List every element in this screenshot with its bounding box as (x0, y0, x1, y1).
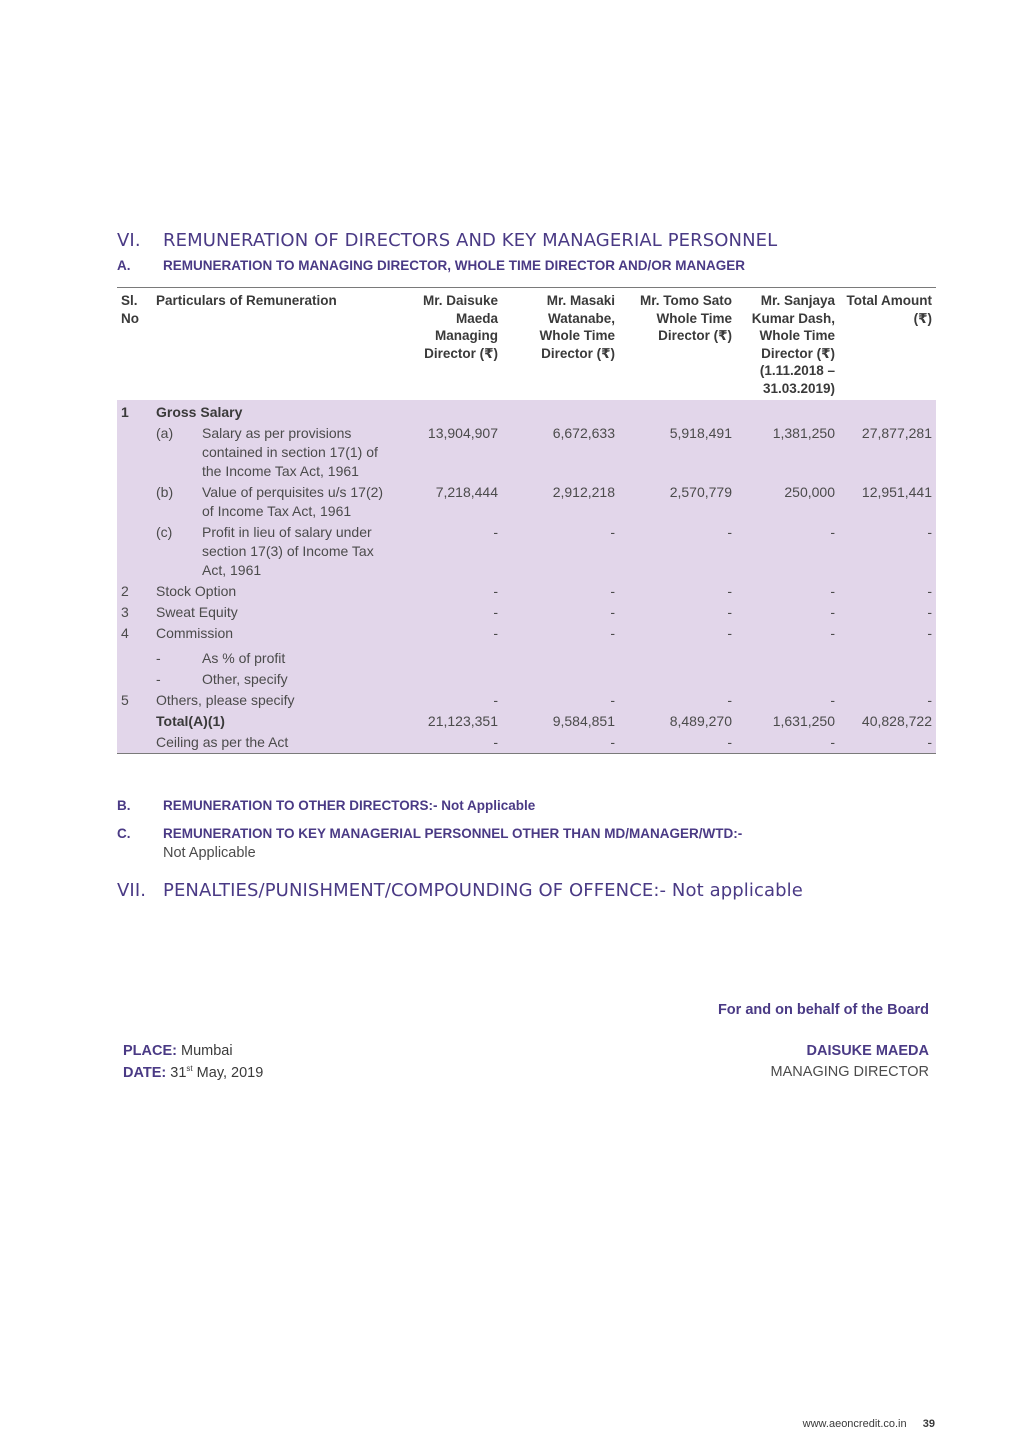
page-footer (803, 1418, 935, 1430)
remuneration-table (117, 287, 936, 754)
col-masaki-watanabe: Mr. Masaki Watanabe, Whole Time Director (₹) (502, 288, 619, 401)
col-tomo-sato: Mr. Tomo Sato Whole Time Director (₹) (619, 288, 736, 401)
section-c-note: Not Applicable (163, 845, 256, 861)
table-row: 5 Others, please specify - - - - - (117, 690, 936, 711)
table-row: 2 Stock Option - - - - - (117, 581, 936, 602)
table-row: (b) Value of perquisites u/s 17(2) of Income Tax Act, 1961 7,218,444 2,912,218 2,570,779 250,000 12,951,441 (117, 482, 936, 522)
place-line: PLACE: Mumbai (123, 1043, 233, 1059)
col-total-amount: Total Amount (₹) (839, 288, 936, 401)
col-particulars: Particulars of Remuneration (152, 288, 390, 401)
section-c-heading: C. REMUNERATION TO KEY MANAGERIAL PERSONNEL OTHER THAN MD/MANAGER/WTD:- (117, 826, 743, 841)
section-b-heading: B. REMUNERATION TO OTHER DIRECTORS:- Not Applicable (117, 798, 536, 813)
table-row: - Other, specify (117, 669, 936, 690)
section-a-heading: A. REMUNERATION TO MANAGING DIRECTOR, WHOLE TIME DIRECTOR AND/OR MANAGER (117, 258, 745, 273)
table-row: (c) Profit in lieu of salary under section 17(3) of Income Tax Act, 1961 - - - - - (117, 522, 936, 581)
table-row: 3 Sweat Equity - - - - - (117, 602, 936, 623)
table-row: 1 Gross Salary (117, 400, 936, 423)
date-line: DATE: 31st May, 2019 (123, 1064, 264, 1081)
signatory-name: DAISUKE MAEDA (806, 1043, 929, 1059)
signatory-title: MANAGING DIRECTOR (770, 1064, 929, 1080)
board-behalf-text: For and on behalf of the Board (717, 1002, 929, 1018)
table-header-row (117, 288, 936, 401)
section-vii-heading: VII. PENALTIES/PUNISHMENT/COMPOUNDING OF OFFENCE:- Not applicable (117, 880, 803, 901)
col-sl-no: Sl. No (117, 288, 152, 401)
section-vi-heading: VI. REMUNERATION OF DIRECTORS AND KEY MANAGERIAL PERSONNEL (117, 230, 778, 251)
table-row: Ceiling as per the Act - - - - - (117, 732, 936, 754)
page-number: 39 (922, 1418, 935, 1430)
table-row: (a) Salary as per provisions contained in section 17(1) of the Income Tax Act, 1961 13,904,907 6,672,633 5,918,491 1,381,250 27,877,281 (117, 423, 936, 482)
col-daisuke-maeda: Mr. Daisuke Maeda Managing Director (₹) (390, 288, 502, 401)
col-sanjaya-kumar-dash: Mr. Sanjaya Kumar Dash, Whole Time Director (₹) (1.11.2018 – 31.03.2019) (736, 288, 839, 401)
website-url: www.aeoncredit.co.in (802, 1418, 907, 1430)
table-row: 4 Commission - - - - - (117, 623, 936, 648)
table-row: - As % of profit (117, 648, 936, 669)
table-row-total: Total(A)(1) 21,123,351 9,584,851 8,489,270 1,631,250 40,828,722 (117, 711, 936, 732)
